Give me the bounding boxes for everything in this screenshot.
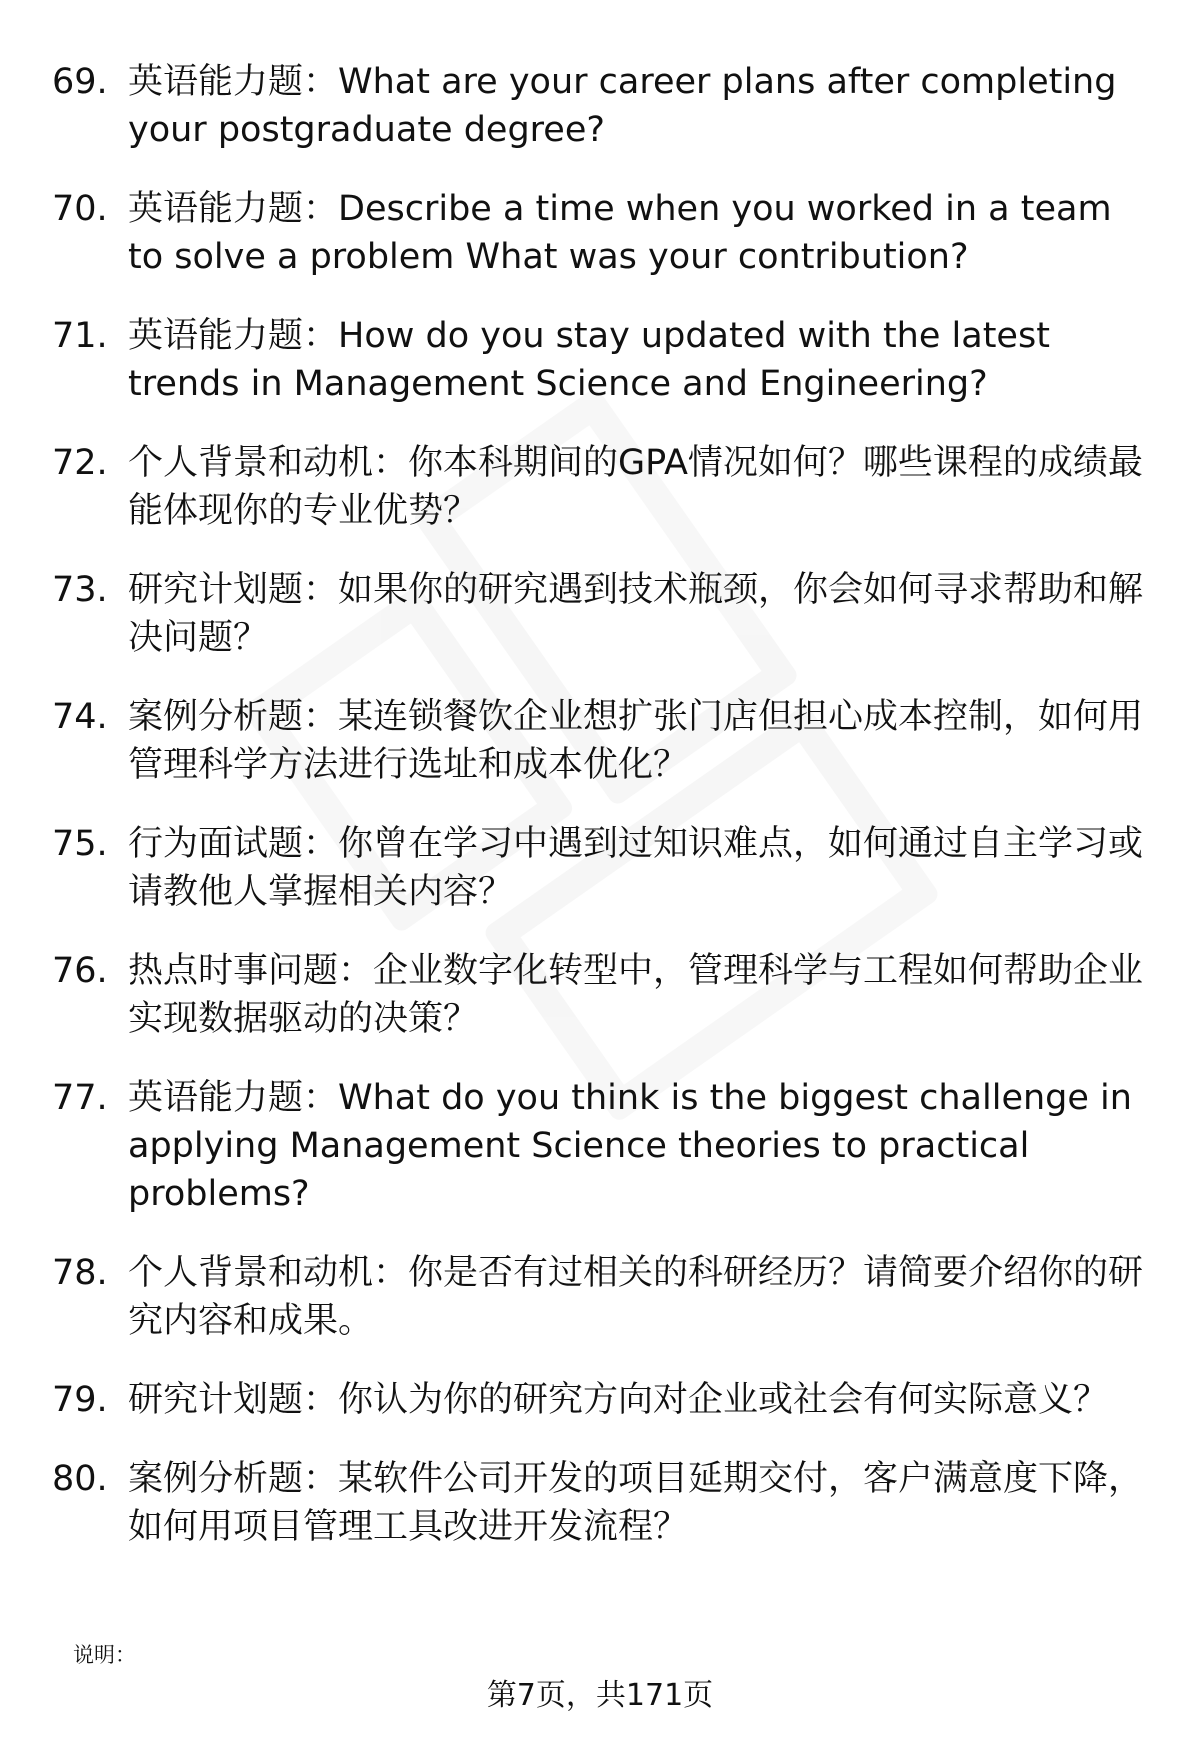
question-number: 76. [52,951,108,991]
question-item [0,947,1200,1043]
question-item [0,1455,1200,1551]
question-text: 案例分析题：某连锁餐饮企业想扩张门店但担心成本控制，如何用管理科学方法进行选址和成本优化？ [128,697,1144,785]
question-item [0,185,1200,281]
question-item [0,1249,1200,1345]
question-number: 71. [52,316,108,356]
page-number-footer: 第7页，共171页 [486,1678,714,1713]
question-item [0,693,1200,789]
question-text: 英语能力题：What do you think is the biggest challenge in applying Management Science theories to practical problems? [128,1078,1132,1214]
question-item [0,439,1200,535]
question-number: 69. [52,62,108,102]
question-text: 研究计划题：如果你的研究遇到技术瓶颈，你会如何寻求帮助和解决问题？ [128,570,1144,658]
question-list [0,58,1200,1582]
question-item [0,1074,1200,1218]
question-text: 英语能力题：Describe a time when you worked in a team to solve a problem What was your contribution? [128,189,1112,277]
question-number: 70. [52,189,108,229]
question-number: 78. [52,1253,108,1293]
question-number: 73. [52,570,108,610]
question-item [0,58,1200,154]
question-text: 热点时事问题：企业数字化转型中，管理科学与工程如何帮助企业实现数据驱动的决策？ [128,951,1144,1039]
question-number: 80. [52,1459,108,1499]
question-text: 个人背景和动机：你是否有过相关的科研经历？请简要介绍你的研究内容和成果。 [128,1253,1144,1341]
question-number: 77. [52,1078,108,1118]
question-number: 74. [52,697,108,737]
question-text: 英语能力题：What are your career plans after completing your postgraduate degree? [128,62,1117,150]
question-text: 英语能力题：How do you stay updated with the latest trends in Management Science and Engineering? [128,316,1050,404]
question-item [0,1376,1200,1424]
note-label: 说明： [73,1643,136,1667]
question-item [0,312,1200,408]
question-item [0,820,1200,916]
question-number: 79. [52,1380,108,1420]
question-number: 72. [52,443,108,483]
question-number: 75. [52,824,108,864]
question-text: 个人背景和动机：你本科期间的GPA情况如何？哪些课程的成绩最能体现你的专业优势？ [128,443,1143,531]
question-text: 案例分析题：某软件公司开发的项目延期交付，客户满意度下降，如何用项目管理工具改进开发流程？ [128,1459,1144,1547]
question-item [0,566,1200,662]
question-text: 研究计划题：你认为你的研究方向对企业或社会有何实际意义？ [128,1380,1109,1420]
question-text: 行为面试题：你曾在学习中遇到过知识难点，如何通过自主学习或请教他人掌握相关内容？ [128,824,1144,912]
